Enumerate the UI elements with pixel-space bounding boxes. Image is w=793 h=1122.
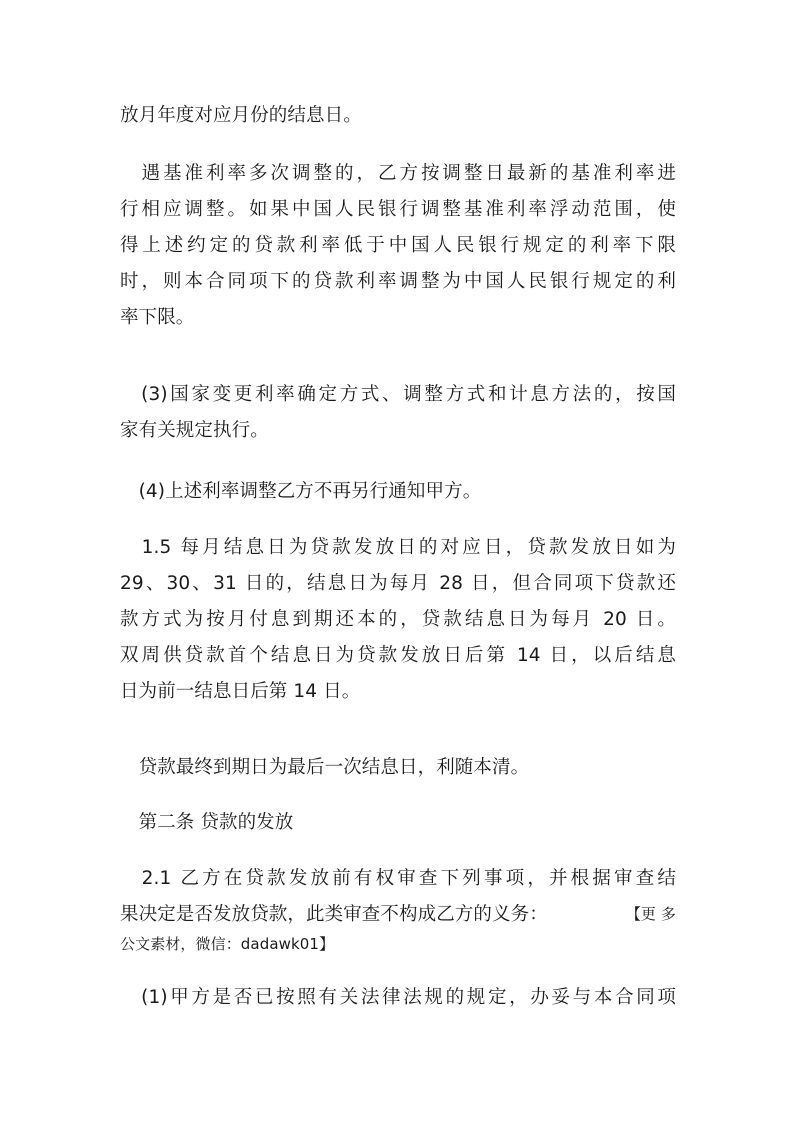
text-segment: 果决定是否发放贷款，此类审查不构成乙方的义务： <box>120 904 548 925</box>
paragraph-6 <box>120 753 676 782</box>
text-line: 双周供贷款首个结息日为贷款发放日后第 14 日，以后结息 <box>120 645 676 666</box>
text-line: (1)甲方是否已按照有关法律法规的规定，办妥与本合同项 <box>120 987 676 1008</box>
text-line: (3)国家变更利率确定方式、调整方式和计息方法的，按国 <box>120 384 676 405</box>
text-line: 放月年度对应月份的结息日。 <box>120 105 362 126</box>
text-line: 贷款最终到期日为最后一次结息日，利随本清。 <box>120 757 530 778</box>
text-line: (4)上述利率调整乙方不再另行通知甲方。 <box>120 481 482 502</box>
text-line: 第二条 贷款的发放 <box>120 812 294 833</box>
paragraph-3 <box>120 380 676 445</box>
paragraph-9 <box>120 983 676 1012</box>
paragraph-4 <box>120 477 676 506</box>
text-line: 行相应调整。如果中国人民银行调整基准利率浮动范围，使 <box>120 199 676 220</box>
promo-tag-part2: 公文素材，微信：dadawk01】 <box>120 935 335 953</box>
text-line: 款方式为按月付息到期还本的，贷款结息日为每月 20 日。 <box>120 609 676 630</box>
paragraph-5 <box>120 533 676 706</box>
promo-tag-part1: 【更 多 <box>625 905 676 923</box>
text-line: 率下限。 <box>120 307 195 328</box>
text-line: 日为前一结息日后第 14 日。 <box>120 681 361 702</box>
text-line <box>120 900 676 929</box>
text-line: 时，则本合同项下的贷款利率调整为中国人民银行规定的利 <box>120 271 676 292</box>
text-line: 1.5 每月结息日为贷款发放日的对应日，贷款发放日如为 <box>120 537 676 558</box>
paragraph-2 <box>120 159 676 332</box>
text-line: 29、30、31 日的，结息日为每月 28 日，但合同项下贷款还 <box>120 573 676 594</box>
text-line: 遇基准利率多次调整的，乙方按调整日最新的基准利率进 <box>120 163 676 184</box>
text-line: 家有关规定执行。 <box>120 420 269 441</box>
text-line: 得上述约定的贷款利率低于中国人民银行规定的利率下限 <box>120 235 676 256</box>
paragraph-8 <box>120 864 676 959</box>
text-line: 2.1 乙方在贷款发放前有权审查下列事项，并根据审查结 <box>120 868 676 889</box>
section-heading <box>120 808 676 837</box>
paragraph-1 <box>120 101 676 130</box>
